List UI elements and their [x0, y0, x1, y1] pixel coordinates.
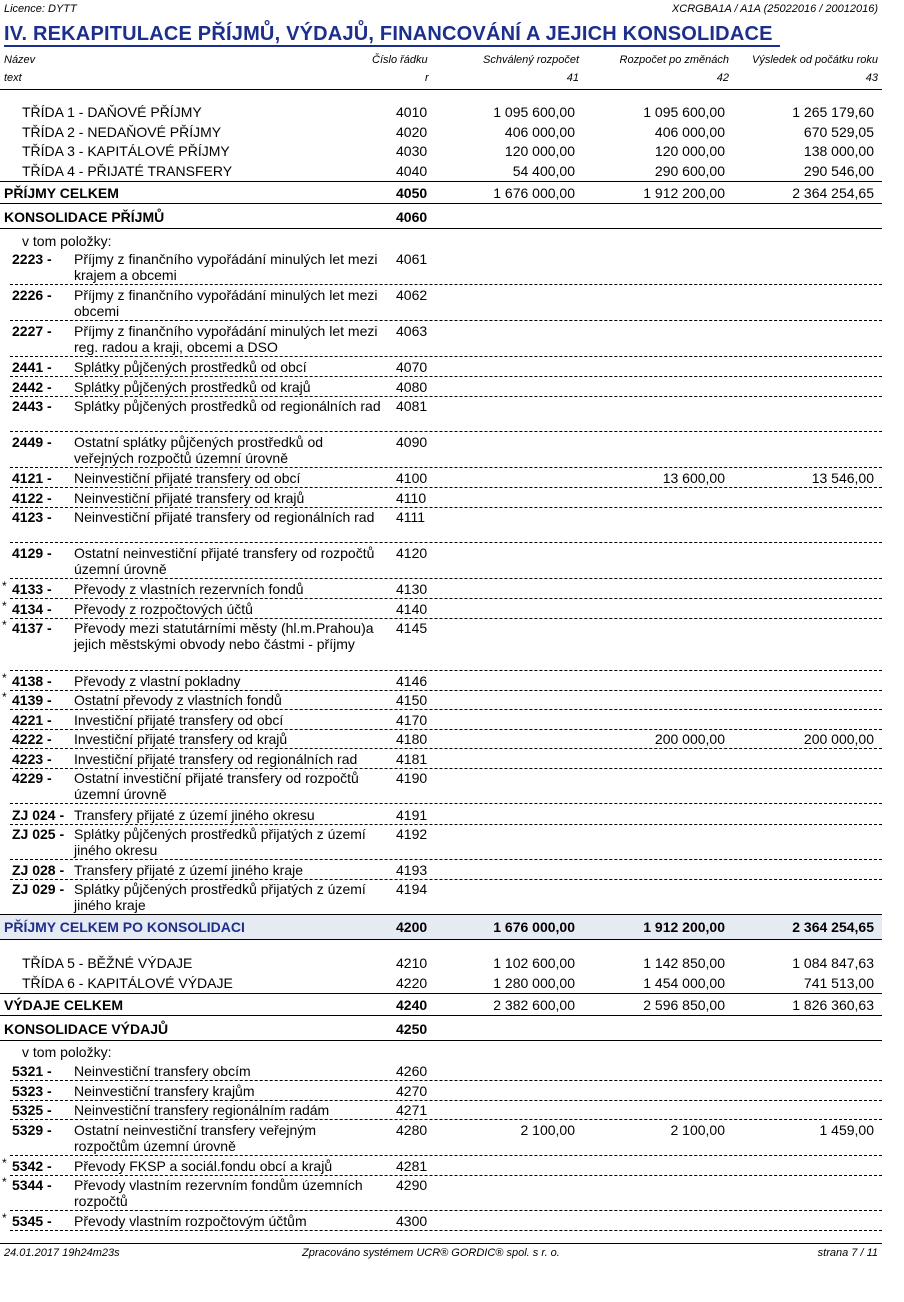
item-code: 4137 - — [12, 620, 52, 636]
item-v42: 2 100,00 — [670, 1122, 725, 1138]
dotted-separator — [10, 487, 882, 488]
dotted-separator — [10, 376, 882, 377]
dotted-separator — [10, 1210, 882, 1211]
star-marker: * — [2, 579, 7, 593]
item-line-number: 4300 — [396, 1213, 428, 1229]
item-v41: 2 100,00 — [520, 1122, 575, 1138]
item-code: 2443 - — [12, 398, 52, 414]
footer-page-number: strana 7 / 11 — [817, 1247, 878, 1259]
row-v42: 1 095 600,00 — [643, 104, 725, 120]
dotted-separator — [10, 690, 882, 691]
item-line-number: 4061 — [396, 251, 428, 267]
item-code: 2449 - — [12, 434, 52, 450]
row-line: 4250 — [396, 1021, 428, 1037]
report-code: XCRGBA1A / A1A (25022016 / 20012016) — [671, 3, 878, 15]
divider — [0, 228, 882, 229]
star-marker: * — [2, 618, 7, 632]
item-code: 5342 - — [12, 1158, 52, 1174]
col-line-sub: r — [425, 72, 429, 84]
dotted-separator — [10, 729, 882, 730]
item-description: Splátky půjčených prostředků přijatých z území jiného kraje — [74, 881, 366, 913]
footer-divider — [0, 1243, 882, 1244]
dotted-separator — [10, 1175, 882, 1176]
divider — [0, 203, 882, 204]
item-description: Neinvestiční přijaté transfery od obcí — [74, 470, 301, 486]
col-name-sub: text — [4, 72, 22, 84]
row-v41: 1 676 000,00 — [493, 919, 575, 935]
row-line: 4240 — [396, 997, 428, 1013]
item-description: Splátky půjčených prostředků od obcí — [74, 359, 307, 375]
row-v42: 1 142 850,00 — [643, 955, 725, 971]
row-name: VÝDAJE CELKEM — [4, 997, 124, 1013]
dotted-separator — [10, 431, 882, 432]
row-v43: 290 546,00 — [803, 163, 874, 179]
col-name-header: Název — [4, 54, 36, 66]
row-v42: 120 000,00 — [654, 143, 725, 159]
star-marker: * — [2, 671, 7, 685]
item-code: ZJ 029 - — [12, 881, 65, 897]
item-line-number: 4194 — [396, 881, 428, 897]
dotted-separator — [10, 748, 882, 749]
dotted-separator — [10, 467, 882, 468]
item-description: Příjmy z finančního vypořádání minulých let mezi reg. radou a kraji, obcemi a DSO — [74, 323, 378, 355]
item-description: Investiční přijaté transfery od obcí — [74, 712, 284, 728]
dotted-separator — [10, 507, 882, 508]
item-line-number: 4110 — [396, 490, 427, 506]
dotted-separator — [10, 542, 882, 543]
row-line: 4040 — [396, 163, 428, 179]
dotted-separator — [10, 578, 882, 579]
col-approved-sub: 41 — [566, 72, 579, 84]
row-v42: 1 912 200,00 — [643, 185, 725, 201]
item-code: 2441 - — [12, 359, 52, 375]
item-description: Neinvestiční přijaté transfery od regionálních rad — [74, 509, 375, 525]
row-v41: 54 400,00 — [512, 163, 575, 179]
item-code: 2226 - — [12, 287, 52, 303]
item-line-number: 4260 — [396, 1063, 428, 1079]
row-v41: 1 102 600,00 — [493, 955, 575, 971]
row-line: 4030 — [396, 143, 428, 159]
star-marker: * — [2, 690, 7, 704]
row-v41: 2 382 600,00 — [493, 997, 575, 1013]
dotted-separator — [10, 1155, 882, 1156]
star-marker: * — [2, 599, 7, 613]
row-v43: 2 364 254,65 — [792, 185, 874, 201]
divider — [0, 993, 882, 994]
item-description: Ostatní investiční přijaté transfery od rozpočtů územní úrovně — [74, 770, 359, 802]
item-description: Transfery přijaté z území jiného kraje — [74, 862, 304, 878]
item-code: 4138 - — [12, 673, 52, 689]
item-description: Splátky půjčených prostředků od krajů — [74, 379, 311, 395]
row-line: 4020 — [396, 124, 428, 140]
item-line-number: 4192 — [396, 826, 428, 842]
item-v43: 1 459,00 — [819, 1122, 874, 1138]
dotted-separator — [10, 879, 882, 880]
item-code: 5325 - — [12, 1102, 52, 1118]
item-code: 5323 - — [12, 1083, 52, 1099]
star-marker: * — [2, 1211, 7, 1225]
dotted-separator — [10, 1080, 882, 1081]
item-line-number: 4150 — [396, 692, 428, 708]
dotted-separator — [10, 396, 882, 397]
row-v43: 1 265 179,60 — [792, 104, 874, 120]
row-line: 4200 — [396, 919, 428, 935]
col-result-sub: 43 — [865, 72, 878, 84]
row-v42: 1 912 200,00 — [643, 919, 725, 935]
item-line-number: 4081 — [396, 398, 428, 414]
item-v42: 200 000,00 — [654, 731, 725, 747]
dotted-separator — [10, 356, 882, 357]
item-code: 2223 - — [12, 251, 52, 267]
dotted-separator — [10, 670, 882, 671]
income-after-consolidation-row — [0, 915, 882, 939]
item-description: Ostatní převody z vlastních fondů — [74, 692, 282, 708]
item-code: 4221 - — [12, 712, 52, 728]
footer-system: Zpracováno systémem UCR® GORDIC® spol. s r. o. — [302, 1247, 560, 1259]
item-code: 5321 - — [12, 1063, 52, 1079]
item-line-number: 4290 — [396, 1177, 428, 1193]
row-v43: 670 529,05 — [803, 124, 874, 140]
item-code: 5329 - — [12, 1122, 52, 1138]
item-line-number: 4070 — [396, 359, 428, 375]
item-v43: 200 000,00 — [803, 731, 874, 747]
row-line: 4210 — [396, 955, 428, 971]
col-approved-header: Schválený rozpočet — [483, 54, 579, 66]
item-description: Ostatní neinvestiční transfery veřejným rozpočtům územní úrovně — [74, 1122, 316, 1154]
item-description: Příjmy z finančního vypořádání minulých let mezi obcemi — [74, 287, 378, 319]
item-code: 4134 - — [12, 601, 52, 617]
divider — [0, 1015, 882, 1016]
row-name: TŘÍDA 5 - BĚŽNÉ VÝDAJE — [22, 955, 193, 971]
item-line-number: 4271 — [396, 1102, 428, 1118]
row-name: PŘÍJMY CELKEM — [4, 185, 119, 201]
row-name: KONSOLIDACE PŘÍJMŮ — [4, 209, 165, 225]
item-description: Neinvestiční přijaté transfery od krajů — [74, 490, 305, 506]
row-name: KONSOLIDACE VÝDAJŮ — [4, 1021, 169, 1037]
item-line-number: 4090 — [396, 434, 428, 450]
item-description: Splátky půjčených prostředků od regionálních rad — [74, 398, 381, 414]
dotted-separator — [10, 709, 882, 710]
item-line-number: 4062 — [396, 287, 428, 303]
item-code: 4222 - — [12, 731, 52, 747]
item-v42: 13 600,00 — [662, 470, 725, 486]
row-v41: 406 000,00 — [504, 124, 575, 140]
item-description: Investiční přijaté transfery od krajů — [74, 731, 288, 747]
header-divider — [0, 89, 882, 90]
item-line-number: 4130 — [396, 581, 428, 597]
item-description: Investiční přijaté transfery od regionálních rad — [74, 751, 358, 767]
dotted-separator — [10, 803, 882, 804]
expense-items-subtitle: v tom položky: — [22, 1044, 112, 1060]
row-line: 4220 — [396, 975, 428, 991]
item-line-number: 4193 — [396, 862, 428, 878]
item-description: Transfery přijaté z území jiného okresu — [74, 807, 315, 823]
item-description: Převody z vlastní pokladny — [74, 673, 241, 689]
row-name: TŘÍDA 4 - PŘIJATÉ TRANSFERY — [22, 163, 233, 179]
divider — [0, 939, 882, 940]
divider — [0, 181, 882, 182]
dotted-separator — [10, 598, 882, 599]
dotted-separator — [10, 1230, 882, 1231]
row-v41: 120 000,00 — [504, 143, 575, 159]
item-code: ZJ 025 - — [12, 826, 65, 842]
divider — [0, 1040, 882, 1041]
row-v42: 2 596 850,00 — [643, 997, 725, 1013]
title-underline — [4, 45, 780, 47]
item-line-number: 4190 — [396, 770, 428, 786]
item-code: 4139 - — [12, 692, 52, 708]
item-description: Převody vlastním rezervním fondům územních rozpočtů — [74, 1177, 363, 1209]
item-line-number: 4280 — [396, 1122, 428, 1138]
item-line-number: 4145 — [396, 620, 428, 636]
item-description: Neinvestiční transfery regionálním radám — [74, 1102, 330, 1118]
row-v43: 2 364 254,65 — [792, 919, 874, 935]
row-v43: 138 000,00 — [803, 143, 874, 159]
item-code: 2442 - — [12, 379, 52, 395]
item-line-number: 4080 — [396, 379, 428, 395]
item-line-number: 4270 — [396, 1083, 428, 1099]
item-line-number: 4146 — [396, 673, 428, 689]
row-v43: 1 826 360,63 — [792, 997, 874, 1013]
row-name: TŘÍDA 6 - KAPITÁLOVÉ VÝDAJE — [22, 975, 233, 991]
col-line-header: Číslo řádku — [372, 54, 428, 66]
item-line-number: 4180 — [396, 731, 428, 747]
row-name: TŘÍDA 1 - DAŇOVÉ PŘÍJMY — [22, 104, 202, 120]
item-code: 2227 - — [12, 323, 52, 339]
item-code: 4122 - — [12, 490, 52, 506]
item-description: Převody z rozpočtových účtů — [74, 601, 253, 617]
dotted-separator — [10, 859, 882, 860]
col-after-changes-sub: 42 — [716, 72, 729, 84]
row-v43: 1 084 847,63 — [792, 955, 874, 971]
col-result-header: Výsledek od počátku roku — [752, 54, 878, 66]
row-name: TŘÍDA 2 - NEDAŇOVÉ PŘÍJMY — [22, 124, 222, 140]
item-description: Neinvestiční transfery obcím — [74, 1063, 251, 1079]
income-items-subtitle: v tom položky: — [22, 233, 112, 249]
item-code: 4223 - — [12, 751, 52, 767]
item-line-number: 4111 — [396, 509, 426, 525]
star-marker: * — [2, 1175, 7, 1189]
item-description: Ostatní neinvestiční přijaté transfery od rozpočtů územní úrovně — [74, 545, 375, 577]
footer-timestamp: 24.01.2017 19h24m23s — [4, 1247, 120, 1259]
row-v43: 741 513,00 — [803, 975, 874, 991]
item-description: Převody mezi statutárními městy (hl.m.Prahou)a jejich městskými obvody nebo částmi - příjmy — [74, 620, 374, 652]
dotted-separator — [10, 824, 882, 825]
item-line-number: 4281 — [396, 1158, 428, 1174]
row-name: TŘÍDA 3 - KAPITÁLOVÉ PŘÍJMY — [22, 143, 230, 159]
item-description: Splátky půjčených prostředků přijatých z území jiného okresu — [74, 826, 366, 858]
dotted-separator — [10, 768, 882, 769]
item-description: Neinvestiční transfery krajům — [74, 1083, 255, 1099]
item-code: 5344 - — [12, 1177, 52, 1193]
item-line-number: 4170 — [396, 712, 428, 728]
item-description: Příjmy z finančního vypořádání minulých let mezi krajem a obcemi — [74, 251, 378, 283]
item-line-number: 4140 — [396, 601, 428, 617]
item-description: Převody vlastním rozpočtovým účtům — [74, 1213, 307, 1229]
dotted-separator — [10, 1119, 882, 1120]
row-v41: 1 095 600,00 — [493, 104, 575, 120]
page-title: IV. REKAPITULACE PŘÍJMŮ, VÝDAJŮ, FINANCOVÁNÍ A JEJICH KONSOLIDACE — [4, 23, 773, 45]
item-description: Převody z vlastních rezervních fondů — [74, 581, 304, 597]
star-marker: * — [2, 1156, 7, 1170]
item-line-number: 4120 — [396, 545, 428, 561]
item-code: 4229 - — [12, 770, 52, 786]
item-line-number: 4063 — [396, 323, 428, 339]
item-code: 5345 - — [12, 1213, 52, 1229]
row-line: 4010 — [396, 104, 428, 120]
row-line: 4050 — [396, 185, 428, 201]
item-v43: 13 546,00 — [811, 470, 874, 486]
row-v41: 1 280 000,00 — [493, 975, 575, 991]
row-v42: 406 000,00 — [654, 124, 725, 140]
row-v42: 1 454 000,00 — [643, 975, 725, 991]
row-v42: 290 600,00 — [654, 163, 725, 179]
dotted-separator — [10, 1100, 882, 1101]
row-v41: 1 676 000,00 — [493, 185, 575, 201]
license-label: Licence: DYTT — [4, 3, 77, 15]
item-line-number: 4181 — [396, 751, 428, 767]
item-code: 4123 - — [12, 509, 52, 525]
item-code: ZJ 028 - — [12, 862, 65, 878]
item-description: Převody FKSP a sociál.fondu obcí a krajů — [74, 1158, 333, 1174]
item-code: 4133 - — [12, 581, 52, 597]
item-line-number: 4100 — [396, 470, 428, 486]
item-line-number: 4191 — [396, 807, 428, 823]
dotted-separator — [10, 320, 882, 321]
item-code: 4121 - — [12, 470, 52, 486]
item-code: 4129 - — [12, 545, 52, 561]
dotted-separator — [10, 284, 882, 285]
dotted-separator — [10, 618, 882, 619]
row-line: 4060 — [396, 209, 428, 225]
row-name: PŘÍJMY CELKEM PO KONSOLIDACI — [4, 919, 245, 935]
item-description: Ostatní splátky půjčených prostředků od veřejných rozpočtů územní úrovně — [74, 434, 324, 466]
col-after-changes-header: Rozpočet po změnách — [619, 54, 729, 66]
item-code: ZJ 024 - — [12, 807, 65, 823]
